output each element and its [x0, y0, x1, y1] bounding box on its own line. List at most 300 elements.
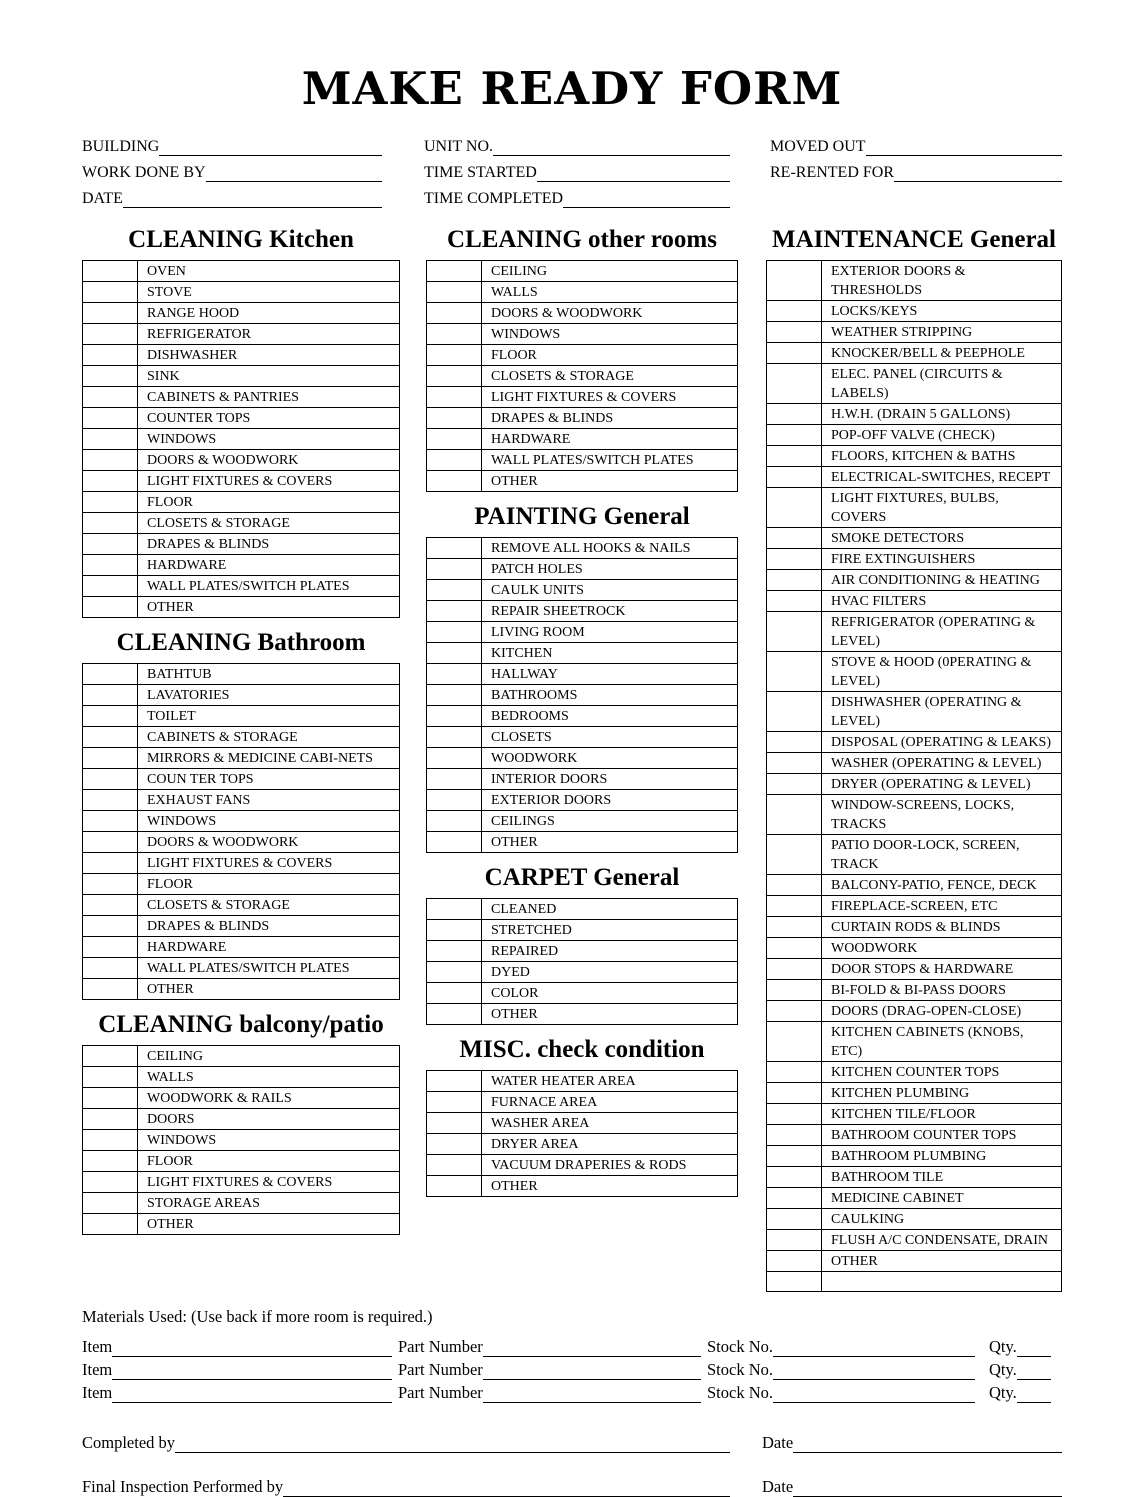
checkbox-cell[interactable] [82, 554, 138, 576]
checklist-item-label: HARDWARE [137, 554, 400, 576]
checklist-row [766, 1250, 1062, 1272]
checkbox-cell[interactable] [766, 752, 822, 774]
completed-date-blank-line[interactable] [793, 1436, 1062, 1453]
checkbox-cell[interactable] [766, 1103, 822, 1125]
checkbox-cell[interactable] [82, 1045, 138, 1067]
checklist-row [426, 1133, 738, 1155]
checkbox-cell[interactable] [426, 600, 482, 622]
checklist-item-label: DOORS & WOODWORK [137, 831, 400, 853]
item-field [82, 1360, 392, 1380]
checkbox-cell[interactable] [766, 691, 822, 732]
checklist-row [766, 403, 1062, 425]
checklist-item-label: HVAC FILTERS [821, 590, 1062, 612]
checkbox-cell[interactable] [766, 321, 822, 343]
checkbox-cell[interactable] [82, 747, 138, 769]
checkbox-cell[interactable] [426, 1133, 482, 1155]
checklist-item-label: WATER HEATER AREA [481, 1070, 738, 1092]
item-blank-line[interactable] [112, 1340, 392, 1357]
checkbox-cell[interactable] [82, 873, 138, 895]
materials-row [82, 1357, 1062, 1380]
checklist-item-label: AIR CONDITIONING & HEATING [821, 569, 1062, 591]
checkbox-cell[interactable] [82, 705, 138, 727]
checkbox-cell[interactable] [426, 919, 482, 941]
qty-blank-line[interactable] [1017, 1386, 1051, 1403]
checkbox-cell[interactable] [426, 768, 482, 790]
qty-blank-line[interactable] [1017, 1363, 1051, 1380]
checklist-item-label: LIGHT FIXTURES & COVERS [137, 470, 400, 492]
checkbox-cell[interactable] [426, 789, 482, 811]
checklist-row [82, 1192, 400, 1214]
checklist-row [82, 852, 400, 874]
part-number-blank-line[interactable] [483, 1386, 701, 1403]
checklist-item-label: OTHER [137, 978, 400, 1000]
checklist-row [82, 684, 400, 706]
checkbox-cell[interactable] [766, 651, 822, 692]
checkbox-cell[interactable] [426, 344, 482, 366]
checkbox-cell[interactable] [766, 1187, 822, 1209]
checklist-row [766, 937, 1062, 959]
checkbox-cell[interactable] [766, 363, 822, 404]
checklist-row [766, 731, 1062, 753]
checkbox-cell[interactable] [766, 611, 822, 652]
stock-no-label: Stock No. [707, 1383, 773, 1402]
checkbox-cell[interactable] [82, 260, 138, 282]
checkbox-cell[interactable] [82, 281, 138, 303]
checkbox-cell[interactable] [426, 684, 482, 706]
checkbox-cell[interactable] [766, 1082, 822, 1104]
item-blank-line[interactable] [112, 1386, 392, 1403]
checkbox-cell[interactable] [426, 642, 482, 664]
stock-no-blank-line[interactable] [773, 1340, 975, 1357]
checkbox-cell[interactable] [426, 621, 482, 643]
checkbox-cell[interactable] [82, 768, 138, 790]
checklist-item-label: COUN TER TOPS [137, 768, 400, 790]
stock-no-blank-line[interactable] [773, 1363, 975, 1380]
qty-blank-line[interactable] [1017, 1340, 1051, 1357]
checklist-row [426, 281, 738, 303]
checkbox-cell[interactable] [426, 407, 482, 429]
part-number-field [398, 1360, 701, 1380]
checkbox-cell[interactable] [426, 323, 482, 345]
completed-by-label: Completed by [82, 1433, 176, 1452]
checkbox-cell[interactable] [426, 1154, 482, 1176]
checklist-row [82, 470, 400, 492]
maintenance-general-checklist [766, 260, 1062, 1292]
checklist-row [426, 428, 738, 450]
checklist-item-label: HARDWARE [481, 428, 738, 450]
checklist-item-label: OTHER [481, 1175, 738, 1197]
checklist-item-label: OTHER [481, 1003, 738, 1025]
checklist-item-label: FURNACE AREA [481, 1091, 738, 1113]
checklist-item-label: FLOOR [137, 873, 400, 895]
checkbox-cell[interactable] [426, 898, 482, 920]
checklist-row [426, 747, 738, 769]
checkbox-cell[interactable] [426, 1091, 482, 1113]
checkbox-cell[interactable] [766, 487, 822, 528]
checkbox-cell[interactable] [82, 596, 138, 618]
header-fields [82, 137, 1062, 208]
checkbox-cell[interactable] [766, 300, 822, 322]
checkbox-cell[interactable] [766, 569, 822, 591]
checkbox-cell[interactable] [426, 260, 482, 282]
checkbox-cell[interactable] [82, 470, 138, 492]
checklist-row [426, 449, 738, 471]
qty-field [989, 1337, 1051, 1357]
checkbox-cell[interactable] [82, 407, 138, 429]
checkbox-cell[interactable] [82, 957, 138, 979]
checklist-row [766, 651, 1062, 692]
checkbox-cell[interactable] [426, 726, 482, 748]
checklist-item-label: LIGHT FIXTURES, BULBS, COVERS [821, 487, 1062, 528]
checklist-row [426, 470, 738, 492]
checkbox-cell[interactable] [766, 731, 822, 753]
checkbox-cell[interactable] [426, 281, 482, 303]
checklist-row [426, 621, 738, 643]
checklist-item-label: LOCKS/KEYS [821, 300, 1062, 322]
carpet-general-title: CARPET General [484, 864, 680, 891]
checklist-row [766, 1124, 1062, 1146]
checkbox-cell[interactable] [426, 537, 482, 559]
checklist-row [82, 365, 400, 387]
unit-no-label: UNIT NO. [424, 138, 494, 155]
moved-out-blank-line[interactable] [866, 139, 1062, 156]
checklist-item-label: REFRIGERATOR (OPERATING & LEVEL) [821, 611, 1062, 652]
checkbox-cell[interactable] [426, 558, 482, 580]
checklist-item-label: BATHTUB [137, 663, 400, 685]
field-re-rented-for [770, 163, 1062, 182]
checkbox-cell[interactable] [766, 1166, 822, 1188]
checkbox-cell[interactable] [766, 1061, 822, 1083]
checklist-item-label: CLOSETS & STORAGE [481, 365, 738, 387]
checklist-row [82, 344, 400, 366]
checklist-item-label: DOORS & WOODWORK [481, 302, 738, 324]
checklist-item-label: KNOCKER/BELL & PEEPHOLE [821, 342, 1062, 364]
date-blank-line[interactable] [123, 191, 382, 208]
checklist-row [766, 1271, 1062, 1292]
checkbox-cell[interactable] [426, 961, 482, 983]
checkbox-cell[interactable] [82, 533, 138, 555]
part-number-label: Part Number [398, 1360, 483, 1379]
checkbox-cell[interactable] [426, 810, 482, 832]
checklist-row [82, 831, 400, 853]
checklist-item-label: FLUSH A/C CONDENSATE, DRAIN [821, 1229, 1062, 1251]
checklist-item-label: WALL PLATES/SWITCH PLATES [481, 449, 738, 471]
checklist-item-label: DISHWASHER [137, 344, 400, 366]
checkbox-cell[interactable] [426, 428, 482, 450]
checkbox-cell[interactable] [82, 386, 138, 408]
painting-general-title: PAINTING General [474, 503, 690, 530]
re-rented-for-blank-line[interactable] [894, 165, 1062, 182]
checkbox-cell[interactable] [766, 874, 822, 896]
checklist-row [766, 321, 1062, 343]
checklist-row [426, 558, 738, 580]
checkbox-cell[interactable] [766, 424, 822, 446]
checklist-item-label: FIREPLACE-SCREEN, ETC [821, 895, 1062, 917]
checklist-item-label: DOORS & WOODWORK [137, 449, 400, 471]
checklist-item-label: FLOOR [137, 491, 400, 513]
building-blank-line[interactable] [159, 139, 382, 156]
field-time-completed [424, 189, 730, 208]
checkbox-cell[interactable] [426, 1175, 482, 1197]
checkbox-cell[interactable] [82, 726, 138, 748]
checkbox-cell[interactable] [766, 958, 822, 980]
checklist-item-label: MEDICINE CABINET [821, 1187, 1062, 1209]
checklist-row [82, 810, 400, 832]
checklist-row [426, 407, 738, 429]
checkbox-cell[interactable] [426, 302, 482, 324]
checklist-item-label: DRYER AREA [481, 1133, 738, 1155]
checklist-item-label: STRETCHED [481, 919, 738, 941]
checkbox-cell[interactable] [82, 491, 138, 513]
section-maintenance-general [766, 226, 1062, 1292]
checkbox-cell[interactable] [426, 982, 482, 1004]
checklist-item-label: DRYER (OPERATING & LEVEL) [821, 773, 1062, 795]
checklist-item-label: RANGE HOOD [137, 302, 400, 324]
checkbox-cell[interactable] [82, 663, 138, 685]
checkbox-cell[interactable] [82, 323, 138, 345]
checkbox-cell[interactable] [766, 895, 822, 917]
checklist-row [426, 982, 738, 1004]
final-inspection-label: Final Inspection Performed by [82, 1477, 284, 1496]
checklist-item-label: DYED [481, 961, 738, 983]
checklist-row [82, 596, 400, 618]
checkbox-cell[interactable] [766, 1271, 822, 1292]
checkbox-cell[interactable] [766, 260, 822, 301]
checklist-item-label: FIRE EXTINGUISHERS [821, 548, 1062, 570]
checkbox-cell[interactable] [426, 365, 482, 387]
work-done-by-label: WORK DONE BY [82, 164, 206, 181]
checklist-row [766, 569, 1062, 591]
checkbox-cell[interactable] [766, 527, 822, 549]
checkbox-cell[interactable] [766, 1208, 822, 1230]
re-rented-for-label: RE-RENTED FOR [770, 164, 894, 181]
cleaning-balcony-patio-title: CLEANING balcony/patio [98, 1011, 384, 1038]
checklist-columns [82, 226, 1062, 1292]
checkbox-cell[interactable] [82, 575, 138, 597]
checklist-item-label: CEILINGS [481, 810, 738, 832]
checklist-row [426, 1154, 738, 1176]
checklist-row [82, 1087, 400, 1109]
materials-heading: Materials Used: (Use back if more room is required.) [82, 1307, 433, 1326]
checkbox-cell[interactable] [82, 302, 138, 324]
checklist-item-label: WOODWORK & RAILS [137, 1087, 400, 1109]
checkbox-cell[interactable] [766, 1229, 822, 1251]
part-number-blank-line[interactable] [483, 1340, 701, 1357]
checklist-item-label: CAULK UNITS [481, 579, 738, 601]
part-number-blank-line[interactable] [483, 1363, 701, 1380]
checkbox-cell[interactable] [82, 894, 138, 916]
checklist-item-label: REPAIR SHEETROCK [481, 600, 738, 622]
checkbox-cell[interactable] [426, 1112, 482, 1134]
checkbox-cell[interactable] [766, 1000, 822, 1022]
stock-no-label: Stock No. [707, 1360, 773, 1379]
time-completed-blank-line[interactable] [563, 191, 730, 208]
checklist-row [426, 940, 738, 962]
checkbox-cell[interactable] [82, 831, 138, 853]
checkbox-cell[interactable] [82, 915, 138, 937]
checkbox-cell[interactable] [82, 449, 138, 471]
checkbox-cell[interactable] [766, 445, 822, 467]
checklist-row [426, 1112, 738, 1134]
checkbox-cell[interactable] [426, 705, 482, 727]
form-title: MAKE READY FORM [301, 62, 843, 115]
cleaning-bathroom-checklist [82, 663, 400, 1000]
checkbox-cell[interactable] [426, 1003, 482, 1025]
cleaning-balcony-patio-checklist [82, 1045, 400, 1235]
checkbox-cell[interactable] [82, 1192, 138, 1214]
checkbox-cell[interactable] [82, 1171, 138, 1193]
checkbox-cell[interactable] [426, 579, 482, 601]
checkbox-cell[interactable] [82, 936, 138, 958]
checklist-item-label: WEATHER STRIPPING [821, 321, 1062, 343]
checklist-item-label: WINDOWS [481, 323, 738, 345]
section-cleaning-bathroom [82, 629, 400, 1000]
item-label: Item [82, 1360, 113, 1379]
final-inspection-blank-line[interactable] [283, 1480, 730, 1497]
checklist-row [426, 663, 738, 685]
checklist-item-label: CLOSETS & STORAGE [137, 894, 400, 916]
checkbox-cell[interactable] [766, 834, 822, 875]
checkbox-cell[interactable] [766, 773, 822, 795]
misc-check-condition-title: MISC. check condition [459, 1036, 705, 1063]
carpet-general-checklist [426, 898, 738, 1025]
checklist-item-label: LIGHT FIXTURES & COVERS [481, 386, 738, 408]
checklist-item-label: DRAPES & BLINDS [137, 915, 400, 937]
checkbox-cell[interactable] [766, 403, 822, 425]
checklist-item-label: BATHROOM COUNTER TOPS [821, 1124, 1062, 1146]
checkbox-cell[interactable] [82, 344, 138, 366]
checkbox-cell[interactable] [766, 979, 822, 1001]
checklist-item-label: CLOSETS & STORAGE [137, 512, 400, 534]
checkbox-cell[interactable] [766, 916, 822, 938]
checkbox-cell[interactable] [82, 1087, 138, 1109]
stock-no-label: Stock No. [707, 1337, 773, 1356]
checklist-row [426, 579, 738, 601]
checkbox-cell[interactable] [426, 831, 482, 853]
checkbox-cell[interactable] [426, 1070, 482, 1092]
checklist-row [82, 873, 400, 895]
checkbox-cell[interactable] [766, 590, 822, 612]
checklist-row [766, 1166, 1062, 1188]
checkbox-cell[interactable] [82, 810, 138, 832]
checkbox-cell[interactable] [82, 512, 138, 534]
checklist-item-label: POP-OFF VALVE (CHECK) [821, 424, 1062, 446]
checklist-item-label: PATIO DOOR-LOCK, SCREEN, TRACK [821, 834, 1062, 875]
checklist-item-label: EXTERIOR DOORS [481, 789, 738, 811]
checklist-row [426, 898, 738, 920]
checklist-row [766, 979, 1062, 1001]
checkbox-cell[interactable] [426, 940, 482, 962]
stock-no-blank-line[interactable] [773, 1386, 975, 1403]
section-cleaning-kitchen [82, 226, 400, 618]
checklist-item-label: CLEANED [481, 898, 738, 920]
checklist-row [82, 978, 400, 1000]
checklist-row [766, 466, 1062, 488]
final-inspection-row [82, 1477, 1062, 1497]
checklist-row [766, 1229, 1062, 1251]
checkbox-cell[interactable] [766, 794, 822, 835]
checkbox-cell[interactable] [766, 342, 822, 364]
checklist-item-label: PATCH HOLES [481, 558, 738, 580]
field-time-started [424, 163, 730, 182]
item-blank-line[interactable] [112, 1363, 392, 1380]
checkbox-cell[interactable] [426, 470, 482, 492]
stock-no-field [707, 1337, 975, 1357]
cleaning-other-rooms-title: CLEANING other rooms [447, 226, 717, 253]
checklist-item-label: LIVING ROOM [481, 621, 738, 643]
checklist-row [82, 1129, 400, 1151]
checkbox-cell[interactable] [82, 684, 138, 706]
checklist-item-label: OVEN [137, 260, 400, 282]
checkbox-cell[interactable] [766, 1145, 822, 1167]
checkbox-cell[interactable] [426, 449, 482, 471]
checkbox-cell[interactable] [82, 1213, 138, 1235]
part-number-field [398, 1383, 701, 1403]
checkbox-cell[interactable] [82, 428, 138, 450]
checkbox-cell[interactable] [426, 747, 482, 769]
checklist-row [82, 663, 400, 685]
completed-by-blank-line[interactable] [175, 1436, 730, 1453]
stock-no-field [707, 1360, 975, 1380]
header-column-2 [424, 137, 730, 208]
checklist-item-label: COLOR [481, 982, 738, 1004]
checklist-item-label: WASHER AREA [481, 1112, 738, 1134]
checklist-item-label: BI-FOLD & BI-PASS DOORS [821, 979, 1062, 1001]
checkbox-cell[interactable] [766, 1124, 822, 1146]
checkbox-cell[interactable] [82, 1108, 138, 1130]
checkbox-cell[interactable] [82, 1150, 138, 1172]
checklist-item-label: WALLS [137, 1066, 400, 1088]
checklist-item-label: BATHROOM PLUMBING [821, 1145, 1062, 1167]
checkbox-cell[interactable] [766, 937, 822, 959]
checklist-row [426, 705, 738, 727]
checklist-row [82, 554, 400, 576]
checklist-row [766, 916, 1062, 938]
checklist-item-label: STOVE & HOOD (0PERATING & LEVEL) [821, 651, 1062, 692]
checkbox-cell[interactable] [766, 1250, 822, 1272]
checkbox-cell[interactable] [82, 852, 138, 874]
materials-row [82, 1380, 1062, 1403]
stock-no-field [707, 1383, 975, 1403]
checklist-item-label: DISPOSAL (OPERATING & LEAKS) [821, 731, 1062, 753]
unit-no-blank-line[interactable] [493, 139, 730, 156]
checklist-row [766, 1061, 1062, 1083]
checkbox-cell[interactable] [82, 789, 138, 811]
checklist-item-label: CEILING [137, 1045, 400, 1067]
checkbox-cell[interactable] [82, 1129, 138, 1151]
time-started-blank-line[interactable] [537, 165, 730, 182]
checkbox-cell[interactable] [426, 663, 482, 685]
work-done-by-blank-line[interactable] [206, 165, 382, 182]
qty-field [989, 1360, 1051, 1380]
checklist-row [426, 1175, 738, 1197]
checkbox-cell[interactable] [82, 365, 138, 387]
qty-label: Qty. [989, 1360, 1017, 1379]
checklist-row [426, 1091, 738, 1113]
checklist-row [82, 894, 400, 916]
checkbox-cell[interactable] [766, 1021, 822, 1062]
checkbox-cell[interactable] [426, 386, 482, 408]
checklist-item-label: KITCHEN TILE/FLOOR [821, 1103, 1062, 1125]
checkbox-cell[interactable] [766, 548, 822, 570]
header-column-3 [770, 137, 1062, 208]
checkbox-cell[interactable] [82, 978, 138, 1000]
checkbox-cell[interactable] [766, 466, 822, 488]
checklist-item-label: BEDROOMS [481, 705, 738, 727]
checklist-item-label: BATHROOMS [481, 684, 738, 706]
checkbox-cell[interactable] [82, 1066, 138, 1088]
final-inspection-date-blank-line[interactable] [793, 1480, 1062, 1497]
